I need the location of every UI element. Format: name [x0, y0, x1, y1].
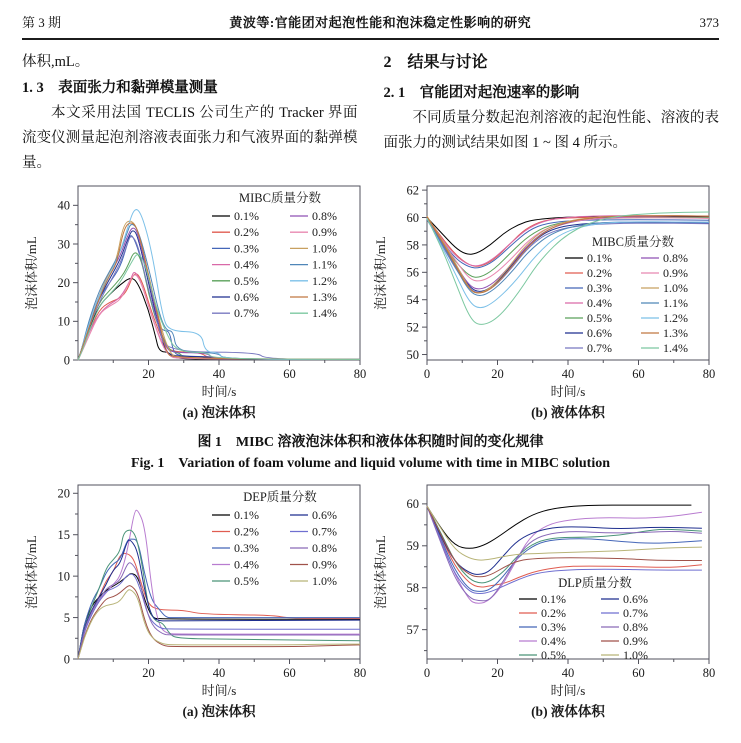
legend-entry-label: 0.3%: [234, 541, 259, 555]
text-columns: [22, 50, 719, 176]
x-axis-label: 时间/s: [550, 384, 586, 399]
y-axis-tick-label: 30: [57, 237, 70, 252]
figure1-chart-row: [22, 178, 719, 430]
chart-legend: [565, 234, 688, 355]
legend-entry-label: 0.3%: [541, 620, 566, 634]
chart-subcaption: (a) 泡沫体积: [182, 704, 256, 719]
x-axis-tick-label: 60: [283, 666, 296, 680]
series-0.9%: [78, 586, 360, 659]
legend-entry-label: 0.4%: [541, 634, 566, 648]
legend-entry-label: 0.6%: [234, 290, 259, 304]
section-2-heading: 2 结果与讨论: [383, 54, 488, 71]
legend-entry-label: 0.5%: [541, 648, 566, 662]
issue-label: 第 3 期: [22, 15, 62, 30]
legend-entry-label: 1.3%: [663, 326, 688, 340]
x-axis-tick-label: 80: [353, 666, 367, 680]
legend-entry-label: 0.5%: [587, 311, 612, 325]
legend-entry-label: 0.4%: [587, 296, 612, 310]
legend-title: DLP质量分数: [558, 576, 632, 590]
y-axis-label: 泡沫体积/mL: [373, 535, 388, 609]
legend-entry-label: 0.6%: [587, 326, 612, 340]
mibc-liquid-volume-plot: [371, 178, 719, 430]
section-2-1-heading: 2. 1 官能团对起泡速率的影响: [383, 85, 580, 101]
legend-entry-label: 0.6%: [623, 592, 648, 606]
series-0.9%: [427, 506, 702, 577]
legend-entry-label: 1.0%: [623, 648, 648, 662]
x-axis-tick-label: 0: [423, 367, 431, 381]
mibc-foam-volume-plot: [22, 178, 370, 430]
figure1-caption-cn: 图 1 MIBC 溶液泡沫体积和液体体积随时间的变化规律: [197, 435, 544, 450]
x-axis-label: 时间/s: [550, 683, 586, 698]
y-axis-tick-label: 50: [406, 347, 419, 362]
series-0.2%: [427, 506, 702, 587]
legend-entry-label: 0.7%: [587, 341, 612, 355]
x-axis-tick-label: 40: [212, 666, 226, 680]
legend-entry-label: 0.5%: [234, 273, 259, 288]
chart-mibc-liquid-volume: [371, 178, 719, 430]
legend-entry-label: 0.5%: [234, 574, 259, 588]
section-1-3-paragraph: 本文采用法国 TECLIS 公司生产的 Tracker 界面流变仪测量起泡剂溶液表面张力和气液界面的黏弹模量。: [22, 105, 358, 171]
y-axis-label: 泡沫体积/mL: [24, 236, 39, 310]
legend-entry-label: 1.0%: [312, 241, 337, 256]
legend-entry-label: 1.1%: [312, 257, 337, 272]
y-axis-tick-label: 62: [406, 183, 419, 198]
legend-entry-label: 0.9%: [312, 557, 337, 572]
legend-entry-label: 0.8%: [312, 541, 337, 555]
legend-entry-label: 0.7%: [234, 306, 259, 321]
legend-entry-label: 0.9%: [663, 266, 688, 280]
legend-entry-label: 0.7%: [623, 606, 648, 620]
y-axis-label: 泡沫体积/mL: [24, 535, 39, 609]
y-axis-tick-label: 0: [63, 652, 70, 667]
chart-subcaption: (a) 泡沫体积: [182, 405, 256, 420]
x-axis-tick-label: 40: [561, 666, 575, 680]
x-axis-tick-label: 80: [702, 367, 716, 381]
y-axis-tick-label: 15: [57, 528, 70, 543]
legend-entry-label: 1.3%: [312, 290, 337, 304]
x-axis-label: 时间/s: [201, 384, 237, 399]
legend-entry-label: 1.2%: [663, 311, 688, 325]
legend-entry-label: 0.3%: [587, 281, 612, 295]
y-axis-tick-label: 5: [63, 610, 70, 625]
series-1.0%: [427, 506, 702, 560]
x-axis-tick-label: 80: [353, 367, 367, 381]
x-axis-tick-label: 20: [142, 367, 155, 381]
y-axis-label: 泡沫体积/mL: [373, 236, 388, 310]
journal-header: [22, 12, 719, 40]
series-1.0%: [78, 590, 360, 659]
x-axis-tick-label: 60: [632, 367, 645, 381]
legend-entry-label: 1.4%: [312, 306, 337, 321]
left-column: [22, 50, 358, 176]
legend-entry-label: 0.2%: [587, 266, 612, 280]
chart-subcaption: (b) 液体体积: [531, 405, 605, 420]
x-axis-tick-label: 40: [212, 367, 226, 381]
x-axis-label: 时间/s: [201, 683, 237, 698]
page-number: 373: [699, 15, 719, 30]
legend-entry-label: 0.8%: [663, 251, 688, 265]
legend-entry-label: 0.1%: [234, 508, 259, 522]
legend-entry-label: 1.0%: [312, 574, 337, 588]
y-axis-tick-label: 40: [57, 198, 70, 213]
y-axis-tick-label: 0: [63, 353, 70, 368]
chart-mibc-foam-volume: [22, 178, 370, 430]
legend-entry-label: 0.1%: [234, 209, 259, 223]
x-axis-tick-label: 0: [423, 666, 431, 680]
chart-legend: [519, 575, 648, 662]
legend-entry-label: 1.1%: [663, 296, 688, 310]
section-1-3-heading: 1. 3 表面张力和黏弹模量测量: [22, 80, 218, 96]
legend-title: DEP质量分数: [243, 490, 317, 504]
y-axis-tick-label: 57: [406, 623, 419, 638]
figure2-chart-row: [22, 477, 719, 729]
series-0.1%: [427, 505, 691, 548]
y-axis-tick-label: 60: [406, 497, 419, 512]
y-axis-tick-label: 59: [406, 539, 419, 554]
figure1-caption: [22, 432, 719, 475]
x-axis-tick-label: 20: [491, 367, 504, 381]
chart-dep-foam-volume: [22, 477, 370, 729]
legend-entry-label: 0.2%: [541, 606, 566, 620]
dep-foam-volume-plot: [22, 477, 370, 729]
legend-entry-label: 0.4%: [234, 257, 259, 272]
chart-dlp-liquid-volume: [371, 477, 719, 729]
y-axis-tick-label: 10: [57, 314, 70, 329]
legend-entry-label: 0.1%: [587, 251, 612, 265]
volume-unit-line: 体积,mL。: [22, 54, 90, 70]
dlp-liquid-volume-plot: [371, 477, 719, 729]
y-axis-tick-label: 20: [57, 486, 70, 501]
legend-entry-label: 0.3%: [234, 241, 259, 256]
legend-entry-label: 0.9%: [312, 225, 337, 240]
chart-legend: [212, 489, 337, 588]
x-axis-tick-label: 60: [632, 666, 645, 680]
x-axis-tick-label: 20: [142, 666, 155, 680]
legend-entry-label: 1.4%: [663, 341, 688, 355]
legend-entry-label: 1.0%: [663, 281, 688, 295]
y-axis-tick-label: 54: [406, 293, 419, 308]
chart-subcaption: (b) 液体体积: [531, 704, 605, 719]
legend-entry-label: 0.1%: [541, 592, 566, 606]
y-axis-tick-label: 56: [406, 265, 419, 280]
right-column: [384, 50, 720, 176]
legend-title: MIBC质量分数: [592, 235, 674, 249]
y-axis-tick-label: 52: [406, 320, 419, 335]
legend-entry-label: 0.8%: [623, 620, 648, 634]
legend-entry-label: 0.7%: [312, 524, 337, 539]
legend-entry-label: 0.6%: [312, 508, 337, 522]
legend-entry-label: 0.2%: [234, 524, 259, 539]
y-axis-tick-label: 58: [406, 581, 419, 596]
y-axis-tick-label: 20: [57, 276, 70, 291]
x-axis-tick-label: 20: [491, 666, 504, 680]
legend-entry-label: 1.2%: [312, 273, 337, 288]
legend-entry-label: 0.2%: [234, 225, 259, 240]
x-axis-tick-label: 40: [561, 367, 575, 381]
figure1-caption-en: Fig. 1 Variation of foam volume and liquid volume with time in MIBC solution: [130, 456, 611, 471]
running-title: 黄波等:官能团对起泡性能和泡沫稳定性影响的研究: [229, 15, 532, 30]
y-axis-tick-label: 58: [406, 238, 419, 253]
legend-entry-label: 0.9%: [623, 634, 648, 648]
legend-title: MIBC质量分数: [239, 191, 321, 205]
x-axis-tick-label: 80: [702, 666, 716, 680]
series-0.6%: [427, 506, 702, 574]
legend-entry-label: 0.8%: [312, 209, 337, 223]
legend-entry-label: 0.4%: [234, 557, 259, 572]
y-axis-tick-label: 10: [57, 569, 70, 584]
x-axis-tick-label: 60: [283, 367, 296, 381]
chart-legend: [212, 190, 337, 320]
section-2-1-paragraph: 不同质量分数起泡剂溶液的起泡性能、溶液的表面张力的测试结果如图 1 ~ 图 4 所示。: [383, 110, 719, 151]
y-axis-tick-label: 60: [406, 210, 419, 225]
